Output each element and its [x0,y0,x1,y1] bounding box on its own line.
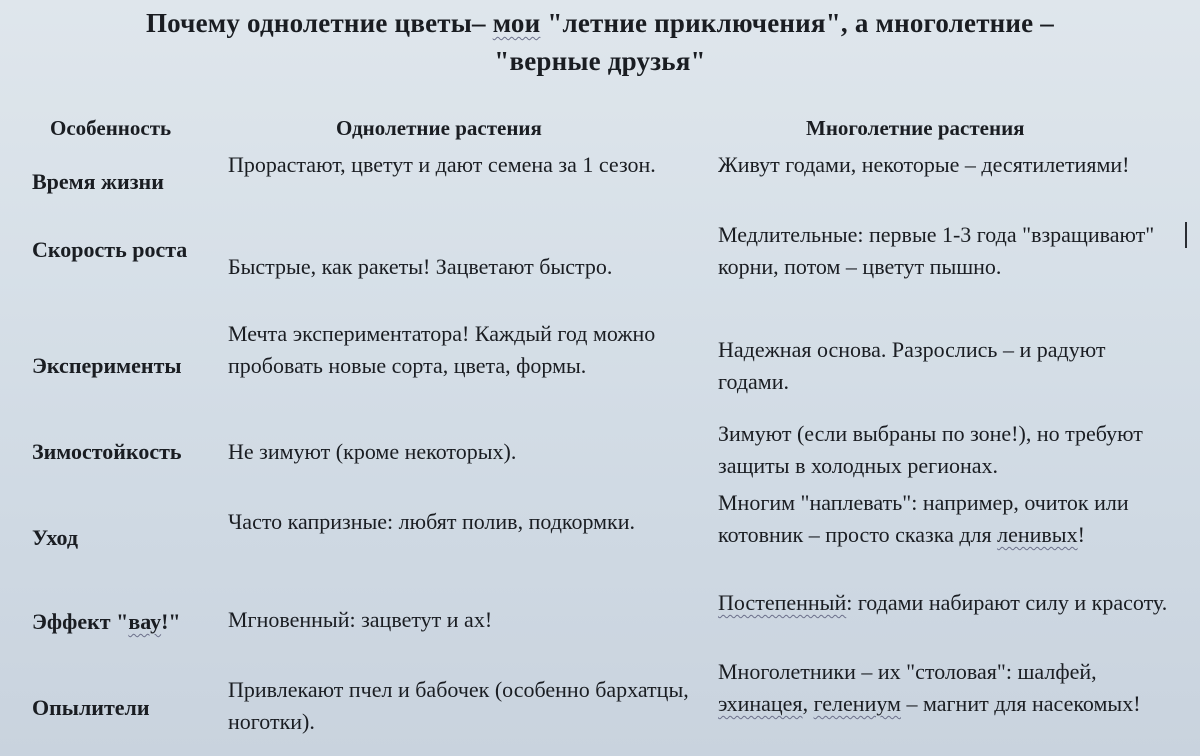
cell-text-part: – магнит для насекомых! [900,691,1141,716]
row-label-care: Уход [32,525,78,550]
document-title-line-2: "верные друзья" [494,46,706,76]
cell-text-part: ! [1077,522,1085,547]
cell-annual-wow-effect: Мгновенный: зацветут и ах! [228,607,493,632]
row-label-lifespan: Время жизни [32,169,164,194]
column-header-feature: Особенность [50,116,172,140]
cell-annual-lifespan: Прорастают, цветут и дают семена за 1 сезон. [228,152,656,177]
cell-annual-growth-speed: Быстрые, как ракеты! Зацветают быстро. [228,254,613,279]
cell-perennial-growth-speed: Медлительные: первые 1-3 года "взращивают" корни, потом – цветут пышно. [718,222,1155,279]
cell-annual-pollinators: Привлекают пчел и бабочек (особенно бархатцы, ноготки). [228,677,689,734]
cell-text-part: : годами набирают силу и красоту. [846,590,1168,615]
label-text-part: Эффект " [32,609,129,634]
title-text-part: "летние приключения", а многолетние – [540,8,1055,38]
cell-text-part: Многим "наплевать": например, очиток или котовник – просто сказка для [718,490,1129,547]
cell-annual-care: Часто капризные: любят полив, подкормки. [228,509,636,534]
cell-perennial-experiments: Надежная основа. Разрослись – и радуют годами. [718,337,1106,394]
document-title-line-1 [40,6,1160,40]
cell-annual-experiments: Мечта экспериментатора! Каждый год можно пробовать новые сорта, цвета, формы. [228,321,656,378]
row-label-experiments: Эксперименты [32,353,182,378]
cell-text-part: Многолетники – их "столовая": шалфей, [718,659,1097,684]
title-text-part: Почему однолетние цветы– [145,8,493,38]
spellcheck-word: вау [128,609,162,634]
row-label-growth-speed: Скорость роста [32,237,188,262]
column-header-perennial: Многолетние растения [806,116,1025,140]
label-text-part: !" [161,609,181,634]
column-header-annual: Однолетние растения [336,116,542,140]
row-label-wow-effect [32,606,222,638]
cell-text-part: , [802,691,814,716]
cell-perennial-winter-hardiness: Зимуют (если выбраны по зоне!), но требуют защиты в холодных регионах. [718,421,1143,478]
row-label-pollinators: Опылители [32,695,150,720]
spellcheck-word: ленивых [997,522,1078,547]
cell-perennial-lifespan: Живут годами, некоторые – десятилетиями! [718,152,1130,177]
spellcheck-word: Постепенный [718,590,847,615]
row-label-winter-hardiness: Зимостойкость [32,439,182,464]
spellcheck-word: гелениум [813,691,901,716]
text-cursor [1185,222,1187,248]
cell-perennial-wow-effect [718,587,1178,619]
title-spellcheck-word: мои [492,8,541,38]
cell-perennial-pollinators [718,656,1178,720]
spellcheck-word: эхинацея [718,691,803,716]
cell-perennial-care [718,487,1178,551]
cell-annual-winter-hardiness: Не зимуют (кроме некоторых). [228,439,517,464]
